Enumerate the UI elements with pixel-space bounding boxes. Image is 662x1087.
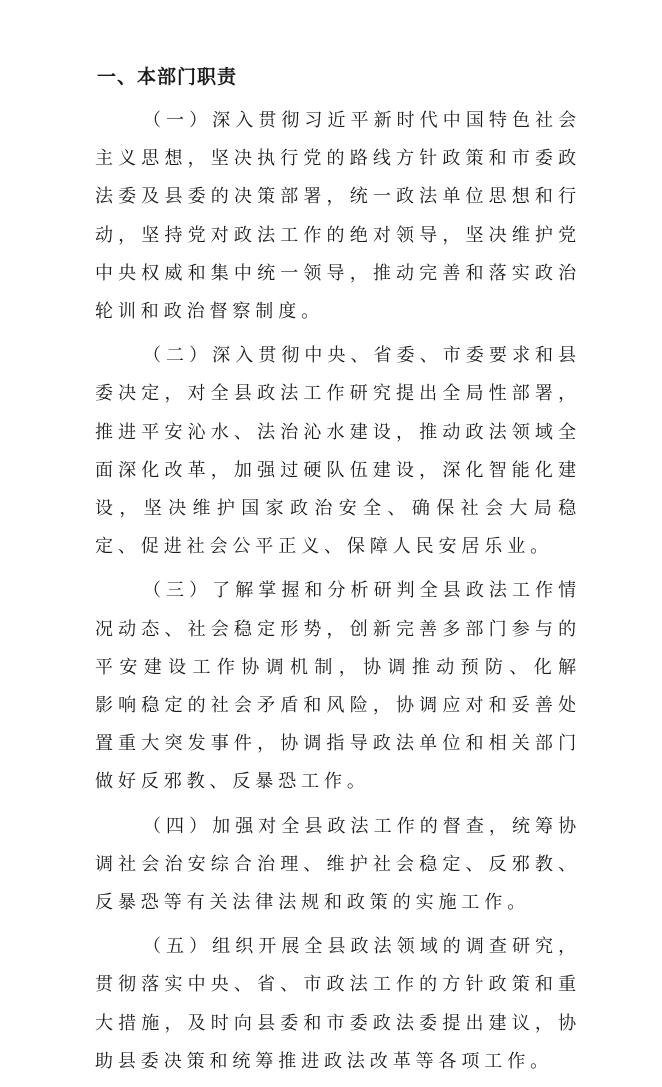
- paragraph-2: （二）深入贯彻中央、省委、市委要求和县委决定，对全县政法工作研究提出全局性部署，推进平安沁水、法治沁水建设，推动政法领域全面深化改革，加强过硬队伍建设，深化智能化建设，坚决维护国家政治安全、确保社会大局稳定、促进社会公平正义、保障人民安居乐业。: [95, 345, 581, 558]
- paragraph-3: （三）了解掌握和分析研判全县政法工作情况动态、社会稳定形势，创新完善多部门参与的平安建设工作协调机制，协调推动预防、化解 影响稳定的社会矛盾和风险，协调应对和妥善处置重大突发事件，协调指导政法单位和相关部门做好反邪教、反暴恐工作。: [95, 580, 581, 793]
- paragraph-4: （四）加强对全县政法工作的督查，统筹协调社会治安综合治理、维护社会稳定、反邪教、反暴恐等有关法律法规和政策的实施工作。: [95, 815, 581, 914]
- document-page: [95, 64, 581, 1087]
- section-heading: 一、本部门职责: [97, 66, 238, 88]
- paragraph-5: （五）组织开展全县政法领域的调查研究，贯彻落实中央、省、市政法工作的方针政策和重大措施，及时向县委和市委政法委提出建议，协助县委决策和统筹推进政法改革等各项工作。: [95, 936, 581, 1072]
- paragraph-1: （一）深入贯彻习近平新时代中国特色社会主义思想，坚决执行党的路线方针政策和市委政法委及县委的决策部署，统一政法单位思想和行动，坚持党对政法工作的绝对领导，坚决维护党中央权威和集中统一领导，推动完善和落实政治轮训和政治督察制度。: [95, 110, 581, 323]
